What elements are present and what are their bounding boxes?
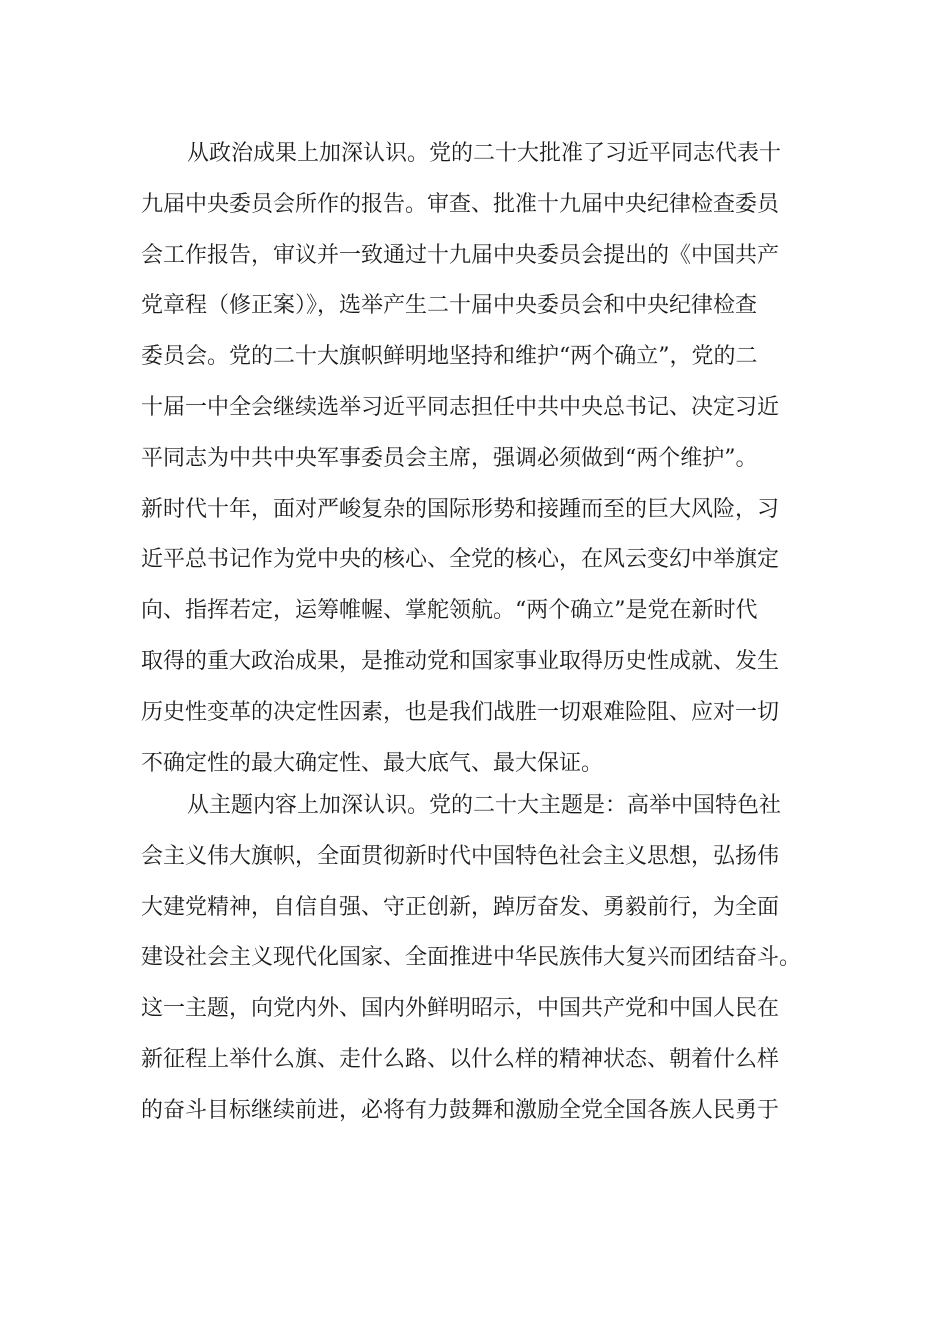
paragraph-line: 会工作报告，审议并一致通过十九届中央委员会提出的《中国共产 — [141, 242, 780, 268]
paragraph-line: 向、指挥若定，运筹帷幄、掌舵领航。“两个确立”是党在新时代 — [141, 598, 758, 624]
paragraph-line: 的奋斗目标继续前进，必将有力鼓舞和激励全党全国各族人民勇于 — [141, 1097, 780, 1123]
paragraph-line: 党章程（修正案）》，选举产生二十届中央委员会和中央纪律检查 — [141, 293, 758, 319]
paragraph-line: 十届一中全会继续选举习近平同志担任中共中央总书记、决定习近 — [141, 394, 780, 420]
paragraph-line: 平同志为中共中央军事委员会主席，强调必须做到“两个维护”。 — [141, 445, 758, 471]
paragraph-line: 取得的重大政治成果，是推动党和国家事业取得历史性成就、发生 — [141, 648, 780, 674]
paragraph-line: 大建党精神，自信自强、守正创新，踔厉奋发、勇毅前行，为全面 — [141, 894, 780, 920]
paragraph-line: 新征程上举什么旗、走什么路、以什么样的精神状态、朝着什么样 — [141, 1046, 780, 1072]
paragraph-line: 建设社会主义现代化国家、全面推进中华民族伟大复兴而团结奋斗。 — [141, 945, 802, 971]
paragraph-line: 九届中央委员会所作的报告。审查、批准十九届中央纪律检查委员 — [141, 191, 780, 217]
paragraph-political-achievements — [141, 143, 781, 803]
paragraph-line: 不确定性的最大确定性、最大底气、最大保证。 — [141, 750, 604, 776]
paragraph-line: 这一主题，向党内外、国内外鲜明昭示，中国共产党和中国人民在 — [141, 996, 780, 1022]
paragraph-line: 从主题内容上加深认识。党的二十大主题是：高举中国特色社 — [187, 793, 782, 818]
paragraph-line: 近平总书记作为党中央的核心、全党的核心，在风云变幻中举旗定 — [141, 547, 780, 573]
paragraph-line: 新时代十年，面对严峻复杂的国际形势和接踵而至的巨大风险，习 — [141, 496, 780, 522]
paragraph-line: 委员会。党的二十大旗帜鲜明地坚持和维护“两个确立”，党的二 — [141, 344, 758, 370]
paragraph-line: 历史性变革的决定性因素，也是我们战胜一切艰难险阻、应对一切 — [141, 699, 780, 725]
paragraph-line: 会主义伟大旗帜，全面贯彻新时代中国特色社会主义思想，弘扬伟 — [141, 843, 780, 869]
paragraph-line: 从政治成果上加深认识。党的二十大批准了习近平同志代表十 — [187, 141, 782, 166]
paragraph-theme-content — [141, 795, 801, 1151]
